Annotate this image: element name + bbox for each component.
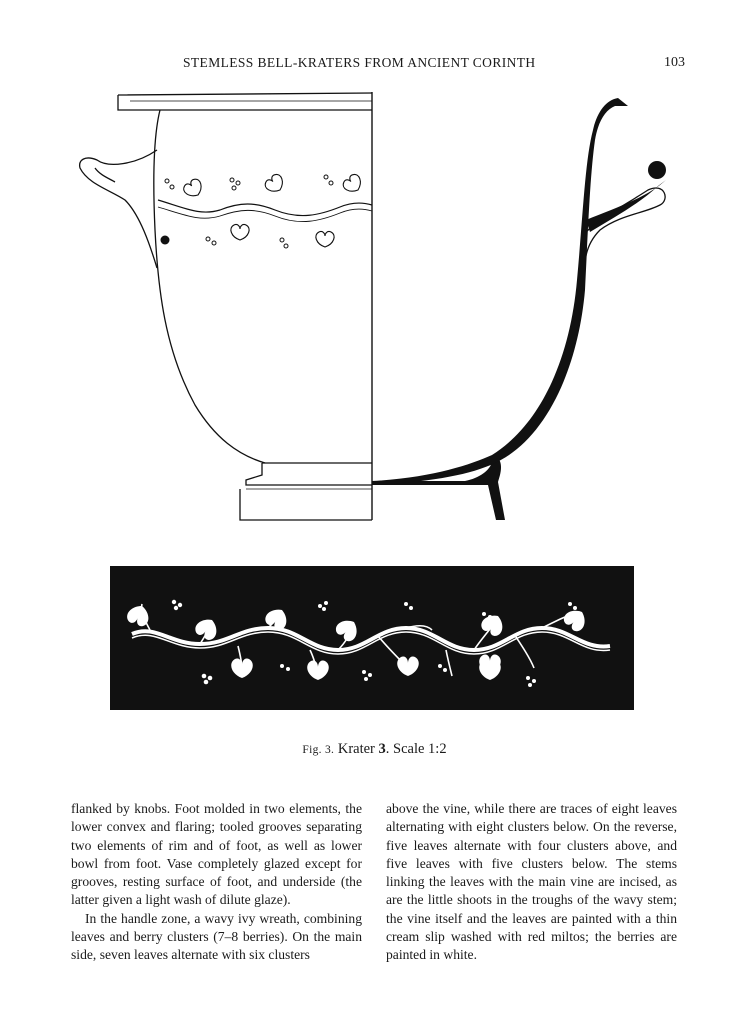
figure-caption: Fig. 3. Krater 3. Scale 1:2 [302, 741, 447, 757]
paragraph: In the handle zone, a wavy ivy wreath, combining leaves and berry clusters (7–8 berries). On the main side, seven leaves alternate with six clusters [71, 910, 362, 963]
paragraph: flanked by knobs. Foot molded in two elements, the lower convex and flaring; tooled grooves separating two elements of rim and of foot, as well as lower bowl from foot. Vase completely glazed except for grooves, resting surface of foot, and underside (the latter given a light wash of dilute glaze). [71, 801, 362, 908]
caption-subject: Krater [337, 741, 375, 757]
right-column [386, 800, 677, 965]
caption-scale: Scale 1:2 [393, 741, 447, 757]
paragraph: above the vine, while there are traces of eight leaves alternating with eight clusters below. On the reverse, five leaves alternate with four clusters above, and five leaves with five clusters below. The stems linking the leaves with the main vine are incised, as are the little shoots in the troughs of the wavy stem; the vine itself and the leaves are painted with a thin cream slip washed with red miltos; the berries are painted in white. [386, 801, 677, 963]
krater-profile-drawing [0, 85, 749, 525]
running-title: STEMLESS BELL-KRATERS FROM ANCIENT CORINTH [183, 55, 536, 70]
left-column [71, 800, 362, 965]
running-head [0, 55, 749, 75]
ivy-frieze-drawing [110, 566, 634, 710]
caption-number: 3 [378, 741, 386, 757]
page-number: 103 [664, 55, 685, 70]
caption-prefix: Fig. 3. [302, 744, 335, 756]
